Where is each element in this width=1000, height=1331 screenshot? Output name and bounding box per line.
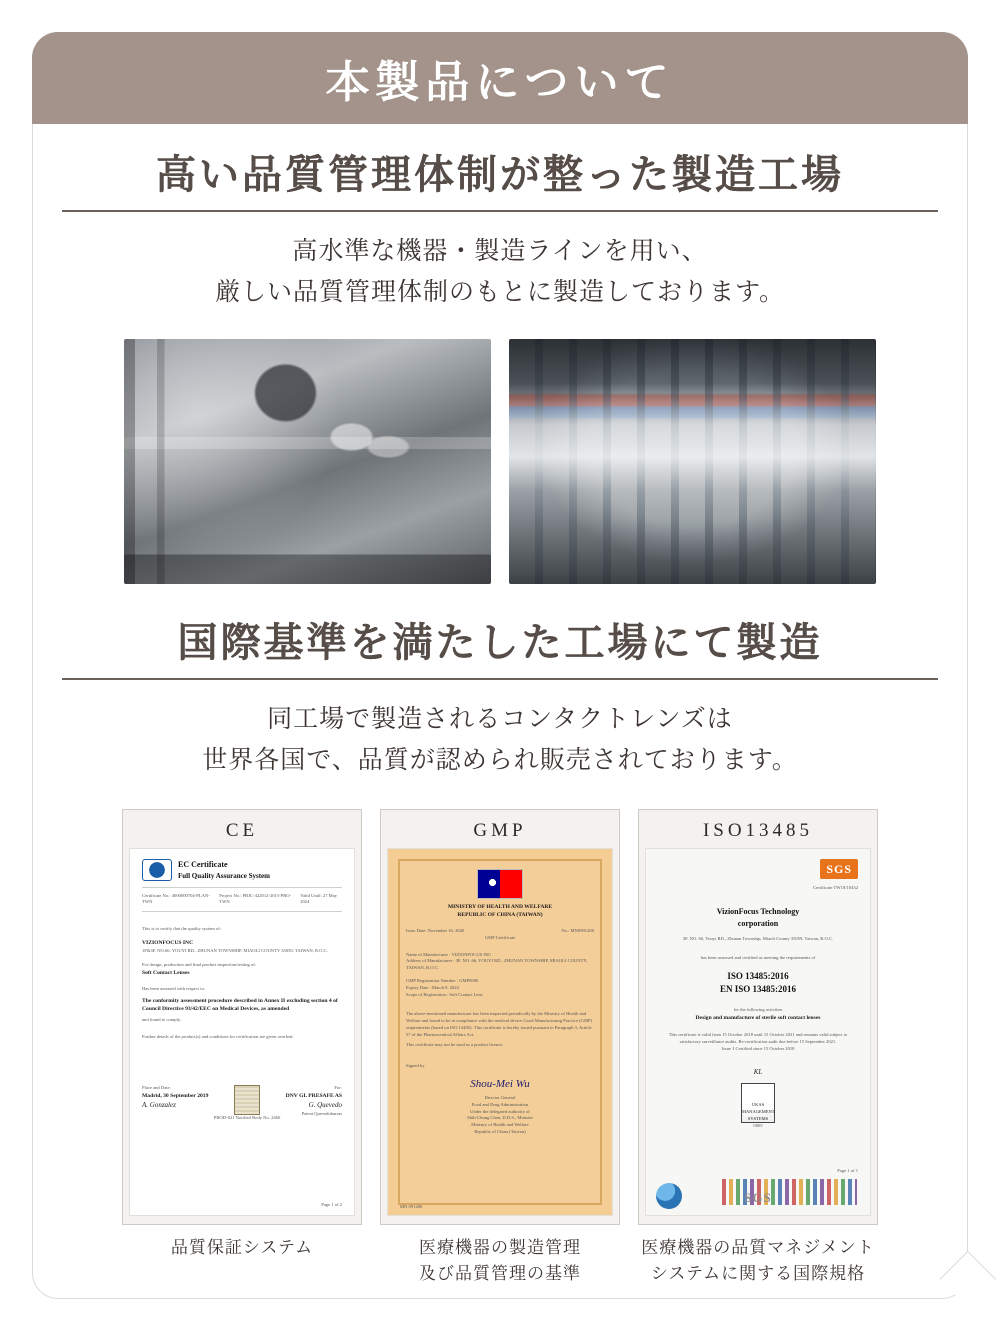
certificate-iso-caption-line-2: システムに関する国際規格 xyxy=(650,1263,866,1283)
ukas-number: 0005 xyxy=(753,1123,763,1129)
gmp-cert-kind: GMP Certificate xyxy=(484,934,516,940)
ce-field-2: Valid Until: 27 May 2024 xyxy=(300,892,338,905)
ce-divider-1 xyxy=(142,887,342,888)
section-1-subtitle-line-2: 厳しい品質管理体制のもとに製造しております。 xyxy=(214,278,785,306)
ce-for-label: For: xyxy=(334,1085,342,1091)
certificate-gmp-card xyxy=(380,809,620,1225)
gmp-scope: Scope of Registration : Soft Contact Lens xyxy=(406,992,483,998)
section-2-heading xyxy=(62,618,938,680)
iso-assessed: has been assessed and certified as meeting the requirements of xyxy=(700,954,816,960)
ce-scope-label: For design, production and final product inspection/testing of: xyxy=(142,962,257,968)
iso-scope-label: for the following activities xyxy=(733,1006,783,1012)
ce-scope: Soft Contact Lenses xyxy=(142,970,190,977)
gmp-serial: MN 091200 xyxy=(400,1204,423,1210)
iso-signature: KL xyxy=(753,1067,763,1076)
certificate-gmp-image xyxy=(387,848,613,1216)
gmp-note: This certificate may not be used as a product licence. xyxy=(406,1042,504,1048)
section-2-rule xyxy=(62,678,938,680)
section-2-subtitle xyxy=(62,700,938,781)
gmp-address: Address of Manufacturer : 3F, NO. 66, YOUYI RD., ZHUNAN TOWNSHIP, MIAOLI COUNTY, TAIWAN, R.O.C. xyxy=(406,958,588,971)
gmp-reg-no: GMP Registration Number : GMP0900 xyxy=(406,978,479,984)
ce-field-0: Certificate No.: 4000000704-PLAN-TWN xyxy=(142,892,210,905)
ce-body-intro: This is to certify that the quality system of: xyxy=(142,926,222,932)
ce-accreditation-stamp-icon xyxy=(234,1085,260,1115)
certificate-gmp-label: GMP xyxy=(473,820,527,841)
gmp-manufacturer: Name of Manufacturer : VIZIONFOCUS INC xyxy=(406,951,492,957)
section-1-heading xyxy=(62,150,938,212)
ce-found: and found to comply. xyxy=(142,1017,181,1023)
manufacturing-line-photo-1 xyxy=(124,339,491,584)
iso-address: 3F, NO. 66, Youyi RD., Zhunan Township, Miaoli County 35059, Taiwan, R.O.C. xyxy=(682,935,834,941)
ukas-label: UKAS MANAGEMENT SYSTEMS xyxy=(742,1102,775,1121)
ukas-logo-icon xyxy=(741,1083,775,1123)
factory-photo-row xyxy=(62,339,938,584)
sgs-footer-watermark: SGS xyxy=(744,1189,772,1205)
certificate-gmp xyxy=(380,809,620,1286)
gmp-ministry-2: REPUBLIC OF CHINA (TAIWAN) xyxy=(457,912,543,919)
iso-standard-line-2: EN ISO 13485:2016 xyxy=(719,984,796,995)
certificate-ce-label: CE xyxy=(225,820,259,841)
iso-standard-line-1: ISO 13485:2016 xyxy=(727,970,789,981)
ce-page: Page 1 of 2 xyxy=(321,1202,342,1208)
certificate-ce-image xyxy=(129,848,355,1216)
taiwan-flag-icon xyxy=(477,869,523,899)
iso-scope: Design and manufacture of sterile soft contact lenses xyxy=(695,1014,821,1021)
gmp-signer-title-2: Under the delegated authority of xyxy=(470,1108,530,1114)
gmp-signer-title-4: Ministry of Health and Welfare xyxy=(471,1122,529,1128)
gmp-signer-title-0: Director General xyxy=(484,1094,516,1100)
section-1-title: 高い品質管理体制が整った製造工場 xyxy=(62,150,938,208)
section-2-subtitle-line-1: 同工場で製造されるコンタクトレンズは xyxy=(267,706,733,733)
certificate-iso-card xyxy=(638,809,878,1225)
ce-doc-title: EC Certificate xyxy=(178,860,228,869)
dnv-logo-icon xyxy=(142,859,172,881)
sgs-logo-icon: SGS xyxy=(820,859,858,879)
gmp-signer-title-3: Shih-Chung Chen, D.D.S., Minister xyxy=(467,1115,533,1121)
certificate-iso xyxy=(638,809,878,1286)
gmp-issue-date: Issue Date: November 16, 2020 xyxy=(406,927,465,933)
gmp-expiry: Expiry Date : March 9, 2024 xyxy=(406,985,459,991)
ce-signer: Patent Quevedoharras xyxy=(301,1110,342,1116)
gmp-signer-title-5: Republic of China (Taiwan) xyxy=(474,1129,526,1135)
iso-validity: This certificate is valid from 15 October 2018 until 15 October 2021 and remains valid subject to satisfactory surveillance audits. Re-certification audit due before 15 September 2021. xyxy=(668,1031,848,1044)
ce-conformity: The conformity assessment procedure described in Annex II excluding section 4 of Council Directive 93/42/EEC on Medical Devices, as amended xyxy=(142,997,338,1013)
ce-company: VIZIONFOCUS INC xyxy=(142,940,194,947)
ce-signature-left: A. Gonzalez xyxy=(142,1101,176,1110)
ce-place-date-label: Place and Date: xyxy=(142,1085,171,1091)
certificate-ce-caption: 品質保証システム xyxy=(170,1238,314,1257)
certificate-iso-label: ISO13485 xyxy=(702,820,814,841)
gmp-border xyxy=(398,859,602,1205)
gmp-body: The above-mentioned manufacturer has been inspected periodically by the Ministry of Health and Welfare and found to be in compliance with the medical device Good Manufacturing Practice (GMP) requirements (based on ISO 13485). This certificate is hereby issued pursuant to Paragraph 3, Article 57 of the Pharmaceutical Affairs Act. xyxy=(406,1010,593,1037)
section-1-subtitle xyxy=(62,232,938,313)
ce-divider-2 xyxy=(142,911,342,912)
gmp-signed-by: Signed by xyxy=(406,1063,425,1069)
certificate-ce-card xyxy=(122,809,362,1225)
iso-cert-no: Certificate TW18/10432 xyxy=(813,885,858,890)
section-1-rule xyxy=(62,210,938,212)
section-2-subtitle-line-2: 世界各国で、品質が認められ販売されております。 xyxy=(202,746,798,774)
ce-accreditation: PROD-021 Notified Body No. 2460 xyxy=(213,1115,281,1121)
ce-place-date: Madrid, 30 September 2019 xyxy=(142,1093,209,1100)
manufacturing-line-photo-2 xyxy=(509,339,876,584)
section-1-subtitle-line-1: 高水準な機器・製造ラインを用い、 xyxy=(292,238,708,265)
ce-assessed: Has been assessed with respect to: xyxy=(142,985,206,991)
ce-field-1: Project No.: PRJC-422012-2015-PRO-TWN xyxy=(219,892,292,905)
gmp-ministry-1: MINISTRY OF HEALTH AND WELFARE xyxy=(447,904,553,910)
iso-company-line-2: corporation xyxy=(737,918,779,928)
ce-signature-right: G. Quevedo xyxy=(308,1101,342,1110)
page-content xyxy=(32,124,968,1286)
gmp-signer-title-1: Food and Drug Administration xyxy=(471,1101,529,1107)
page-title: 本製品について xyxy=(325,58,675,107)
certificate-iso-caption-line-1: 医療機器の品質マネジメント xyxy=(641,1238,875,1257)
gmp-signature: Shou-Mei Wu xyxy=(470,1078,530,1091)
certificate-gmp-caption-line-2: 及び品質管理の基準 xyxy=(419,1263,581,1283)
section-2-title: 国際基準を満たした工場にて製造 xyxy=(62,618,938,676)
certificate-gmp-caption-line-1: 医療機器の製造管理 xyxy=(419,1238,581,1257)
certificate-iso-image xyxy=(645,848,871,1216)
certificate-iso-caption xyxy=(638,1235,878,1286)
certificate-ce xyxy=(122,809,362,1261)
iso-page: Page 1 of 1 xyxy=(837,1168,858,1174)
gmp-cert-no: No.: MN0901200 xyxy=(561,927,594,933)
certificate-gmp-caption xyxy=(380,1235,620,1286)
page-header xyxy=(32,32,968,124)
iso-company-line-1: VizionFocus Technology xyxy=(716,906,800,916)
ce-further: Further details of the product(s) and conditions for certification are given overleaf. xyxy=(142,1034,294,1040)
ce-address: 1F&3F, NO.66, YOUYI RD., ZHUNAN TOWNSHIP, MIAOLI COUNTY 35059, TAIWAN, R.O.C. xyxy=(142,947,328,953)
ce-doc-subtitle: Full Quality Assurance System xyxy=(178,872,270,880)
certificate-row xyxy=(62,809,938,1286)
ce-for-value: DNV GL PRESAFE AS xyxy=(285,1093,342,1100)
iso-issue: Issue 1 Certified since 15 October 2018 xyxy=(721,1045,795,1051)
